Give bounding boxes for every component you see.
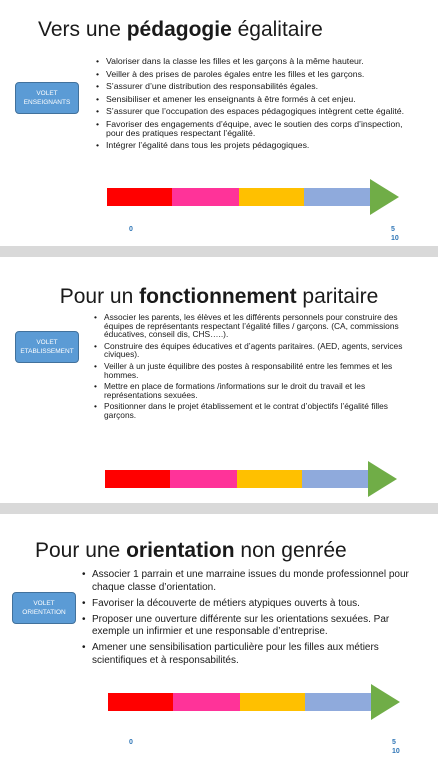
slide-pedagogie — [0, 0, 438, 246]
volet-badge: VOLET ORIENTATION — [12, 592, 76, 624]
title-keyword: fonctionnement — [139, 285, 297, 308]
list-item: • Associer 1 parrain et une marraine issues du monde professionnel pour chaque classe d’orientation. — [82, 569, 412, 594]
slide-title — [35, 539, 438, 563]
scale-end-label: 5 10 — [391, 226, 399, 242]
title-text: Pour une — [35, 539, 127, 562]
list-item: • Favoriser des engagements d’équipe, avec le soutien des corps d’inspection, pour des pratiques respectant l’égalité. — [96, 120, 416, 138]
arrow-segment-pink — [173, 693, 240, 711]
title-text: égalitaire — [231, 18, 323, 41]
volet-badge: VOLET ENSEIGNANTS — [15, 82, 79, 114]
arrow-head-green — [370, 179, 399, 215]
list-item: • Veiller à un juste équilibre des postes à responsabilité entre les femmes et les hommes. — [94, 362, 410, 379]
slide-fonctionnement — [0, 257, 438, 503]
bullet-list — [82, 569, 412, 671]
arrow-segment-yellow — [239, 188, 304, 206]
arrow-head-green — [371, 684, 400, 720]
arrow-segment-blue — [305, 693, 371, 711]
list-item: • Proposer une ouverture différente sur les orientations sexuées. Par exemple un infirmier et une responsable d’entreprise. — [82, 614, 412, 639]
arrow-segment-pink — [170, 470, 237, 488]
arrow-segment-yellow — [240, 693, 305, 711]
progress-arrow — [105, 461, 399, 499]
arrow-segment-pink — [172, 188, 239, 206]
title-text: Vers une — [38, 18, 127, 41]
arrow-segment-yellow — [237, 470, 302, 488]
slide-title — [38, 18, 438, 42]
arrow-segment-red — [105, 470, 170, 488]
arrow-segment-red — [108, 693, 173, 711]
scale-start-label: 0 — [129, 739, 133, 746]
list-item: • Positionner dans le projet établissement et le contrat d’objectifs l’égalité filles garçons. — [94, 402, 410, 419]
title-text: non genrée — [234, 539, 347, 562]
list-item: • S’assurer d’une distribution des responsabilités égales. — [96, 82, 416, 91]
list-item: • Veiller à des prises de paroles égales entre les filles et les garçons. — [96, 70, 416, 79]
arrow-head-green — [368, 461, 397, 497]
list-item: • Valoriser dans la classe les filles et les garçons à la même hauteur. — [96, 57, 416, 66]
list-item: • Intégrer l’égalité dans tous les projets pédagogiques. — [96, 141, 416, 150]
progress-arrow — [108, 684, 402, 722]
slide-orientation — [0, 514, 438, 760]
list-item: • Sensibiliser et amener les enseignants à être formés à cet enjeu. — [96, 95, 416, 104]
bullet-list — [96, 57, 416, 154]
title-text: paritaire — [296, 285, 379, 308]
progress-arrow — [107, 179, 401, 217]
bullet-list — [94, 313, 410, 423]
list-item: • Associer les parents, les élèves et les différents personnels pour construire des équipes de représentants respectant l’égalité filles / garçons. (CA, commissions éducatives, conseil dis, CHS…..). — [94, 313, 410, 339]
arrow-segment-blue — [302, 470, 368, 488]
title-keyword: pédagogie — [126, 18, 232, 41]
list-item: • Favoriser la découverte de métiers atypiques ouverts à tous. — [82, 598, 412, 611]
title-text: Pour un — [59, 285, 140, 308]
list-item: • Construire des équipes éducatives et d’agents paritaires. (AED, agents, services civiques). — [94, 342, 410, 359]
scale-end-label: 5 10 — [392, 739, 400, 755]
list-item: • S’assurer que l’occupation des espaces pédagogiques intègrent cette égalité. — [96, 107, 416, 116]
arrow-segment-blue — [304, 188, 370, 206]
arrow-segment-red — [107, 188, 172, 206]
list-item: • Amener une sensibilisation particulière pour les filles aux métiers scientifiques et à responsabilités. — [82, 642, 412, 667]
scale-start-label: 0 — [129, 226, 133, 233]
slide-title — [0, 285, 438, 309]
list-item: • Mettre en place de formations /informations sur le droit du travail et les représentations sexuées. — [94, 382, 410, 399]
title-keyword: orientation — [126, 539, 235, 562]
volet-badge: VOLET ETABLISSEMENT — [15, 331, 79, 363]
